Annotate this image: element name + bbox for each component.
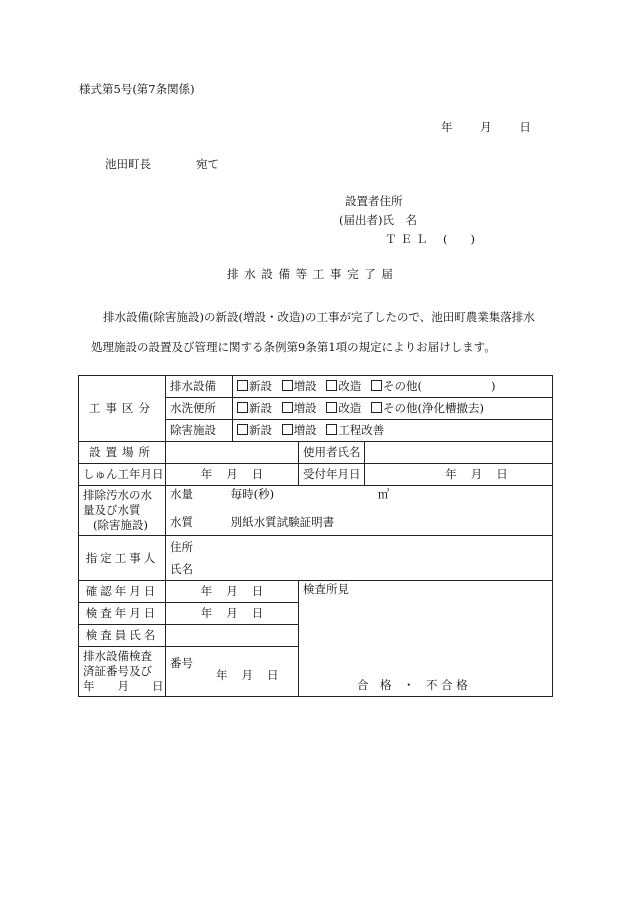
inspector-name-value[interactable] xyxy=(166,625,299,647)
day-label: 日 xyxy=(519,120,531,134)
option-modify[interactable]: 改造 xyxy=(326,380,361,393)
work-category-label: 工事区分 xyxy=(79,376,166,442)
row-label-drainage: 排水設備 xyxy=(166,376,233,398)
form-number: 様式第5号(第7条関係) xyxy=(79,82,195,96)
option-modify[interactable]: 改造 xyxy=(326,402,361,415)
contractor-address-label: 住所 xyxy=(170,540,193,554)
checkbox-icon[interactable] xyxy=(326,424,337,435)
checkbox-icon[interactable] xyxy=(282,402,293,413)
contractor-value[interactable] xyxy=(166,536,553,581)
recipient-suffix: 宛て xyxy=(196,157,219,171)
applicant-address-label: 設置者住所 xyxy=(345,194,403,208)
option-other[interactable]: その他( ) xyxy=(371,380,495,393)
applicant-name-label: (届出者)氏 名 xyxy=(339,213,417,227)
certificate-label: 排水設備検査 済証番号及び 年 月 日 xyxy=(79,647,166,697)
cubic-unit: ㎥ xyxy=(377,487,390,501)
location-value[interactable] xyxy=(166,442,299,464)
received-date-value[interactable]: 年 月 日 xyxy=(365,464,553,486)
applicant-tel-paren: ( ) xyxy=(443,232,475,246)
option-new[interactable]: 新設 xyxy=(237,402,272,415)
water-quality-value: 別紙水質試験証明書 xyxy=(230,514,335,529)
checkbox-icon[interactable] xyxy=(371,402,382,413)
checkbox-icon[interactable] xyxy=(282,424,293,435)
inspector-name-label: 検査員氏名 xyxy=(79,625,166,647)
inspection-opinion-cell[interactable] xyxy=(299,581,553,697)
month-label: 月 xyxy=(480,120,492,134)
certificate-value[interactable]: 番号 年 月 日 xyxy=(166,647,299,697)
inspection-date-value[interactable]: 年 月 日 xyxy=(166,603,299,625)
completion-date-label: しゅん工年月日 xyxy=(79,464,166,486)
checkbox-icon[interactable] xyxy=(237,402,248,413)
year-label: 年 xyxy=(441,120,453,134)
water-volume-label: 水量 xyxy=(170,487,193,501)
number-label: 番号 xyxy=(170,656,193,670)
option-new[interactable]: 新設 xyxy=(237,380,272,393)
inspection-opinion-label: 検査所見 xyxy=(303,582,349,596)
pass-fail-label: 合 格 ・ 不 合 格 xyxy=(357,678,468,692)
checkbox-icon[interactable] xyxy=(282,380,293,391)
document-title: 排 水 設 備 等 工 事 完 了 届 xyxy=(227,267,394,281)
confirm-date-label: 確認年月日 xyxy=(79,581,166,603)
checkbox-icon[interactable] xyxy=(237,424,248,435)
option-expand[interactable]: 増設 xyxy=(282,380,317,393)
option-new[interactable]: 新設 xyxy=(237,424,272,437)
option-expand[interactable]: 増設 xyxy=(282,424,317,437)
date-line xyxy=(441,119,531,135)
checkbox-icon[interactable] xyxy=(326,402,337,413)
completion-date-value[interactable]: 年 月 日 xyxy=(166,464,299,486)
per-second-label: 毎時(秒) xyxy=(230,487,275,501)
wastewater-label: 排除汚水の水 量及び水質 (除害施設) xyxy=(79,486,166,536)
recipient-name: 池田町長 xyxy=(105,157,151,171)
row-options-treatment xyxy=(233,420,553,442)
row-options-toilet xyxy=(233,398,553,420)
location-label: 設置場所 xyxy=(79,442,166,464)
water-quality-label: 水質 xyxy=(170,514,193,529)
received-date-label: 受付年月日 xyxy=(299,464,365,486)
option-expand[interactable]: 増設 xyxy=(282,402,317,415)
contractor-label: 指定工事人 xyxy=(79,536,166,581)
body-line-2: 処理施設の設置及び管理に関する条例第9条第1項の規定によりお届けします。 xyxy=(91,340,496,354)
completion-form-table xyxy=(78,375,553,697)
option-process-improve[interactable]: 工程改善 xyxy=(326,424,384,437)
water-quality-row xyxy=(166,509,553,535)
checkbox-icon[interactable] xyxy=(237,380,248,391)
applicant-tel-label: ＴＥＬ xyxy=(385,232,432,246)
checkbox-icon[interactable] xyxy=(326,380,337,391)
contractor-name-label: 氏名 xyxy=(170,562,193,576)
row-label-toilet: 水洗便所 xyxy=(166,398,233,420)
option-other[interactable]: その他(浄化槽撤去) xyxy=(371,402,484,415)
user-name-value[interactable] xyxy=(365,442,553,464)
checkbox-icon[interactable] xyxy=(371,380,382,391)
body-line-1: 排水設備(除害施設)の新設(増設・改造)の工事が完了したので、池田町農業集落排水 xyxy=(103,310,535,324)
row-options-drainage xyxy=(233,376,553,398)
water-volume-row[interactable] xyxy=(166,486,553,510)
inspection-date-label: 検査年月日 xyxy=(79,603,166,625)
confirm-date-value[interactable]: 年 月 日 xyxy=(166,581,299,603)
row-label-treatment: 除害施設 xyxy=(166,420,233,442)
user-name-label: 使用者氏名 xyxy=(299,442,365,464)
